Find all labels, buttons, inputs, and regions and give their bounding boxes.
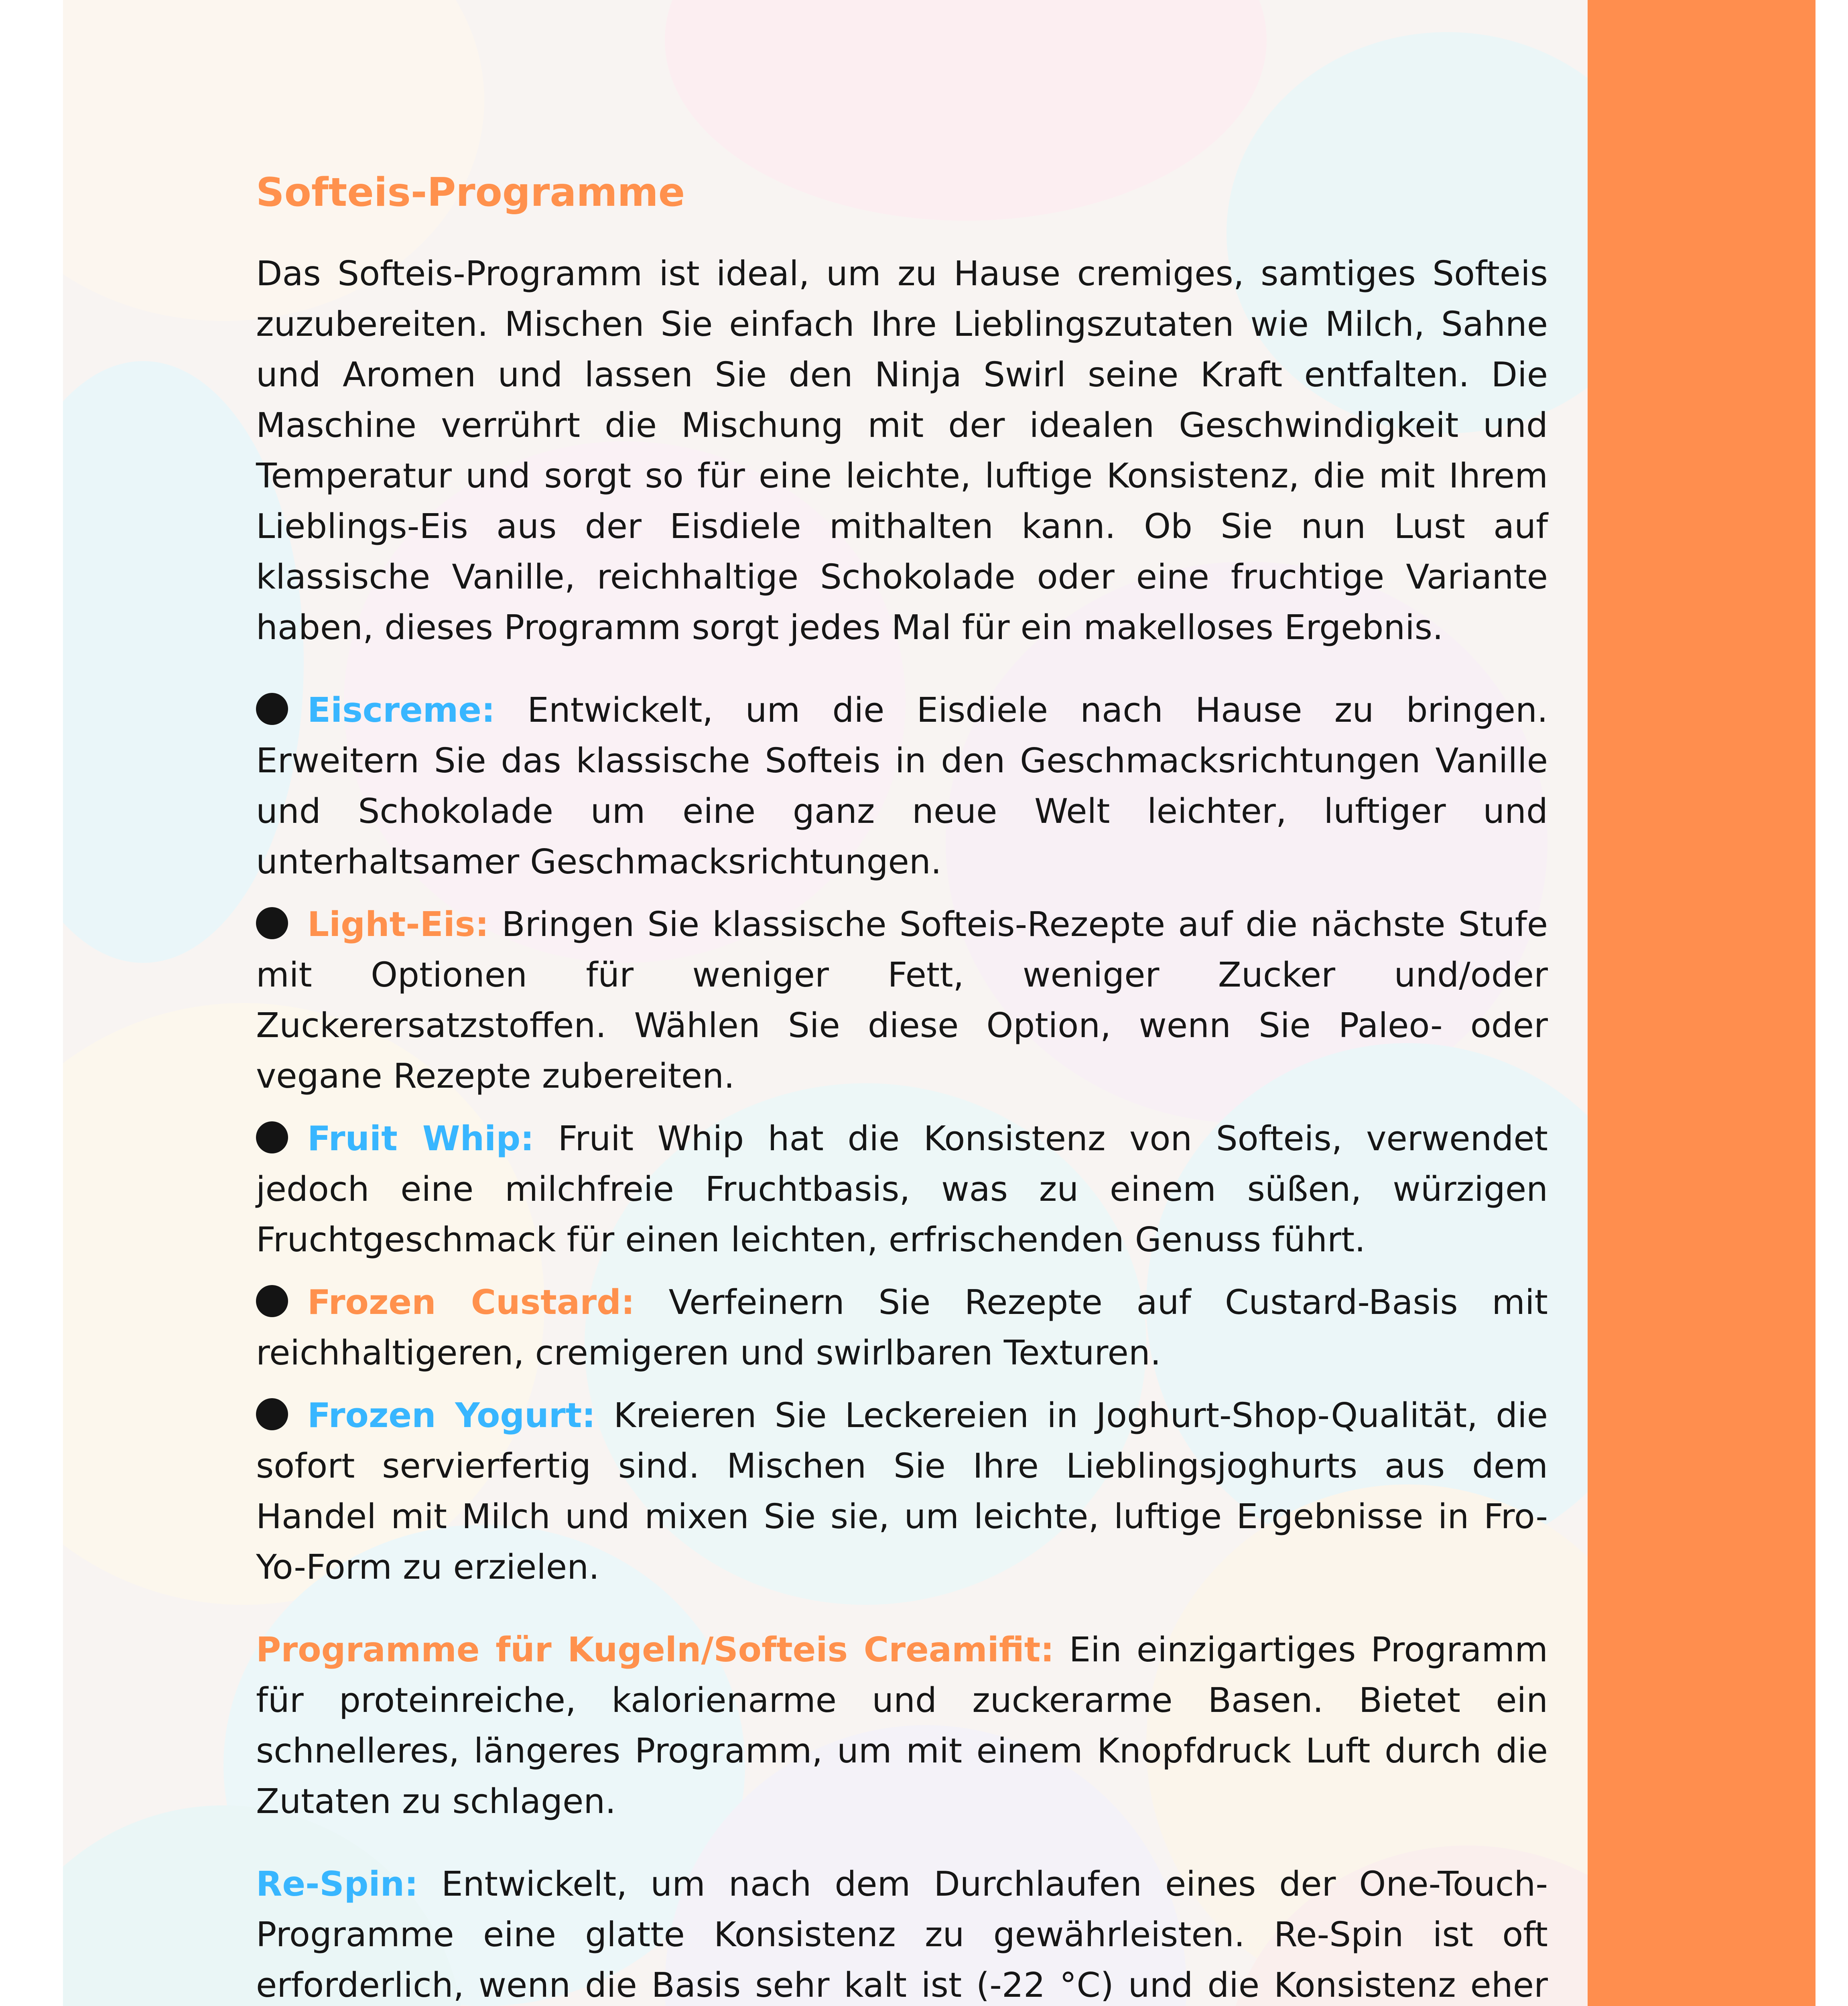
list-item-term: Light-Eis: [307, 905, 489, 944]
intro-paragraph: Das Softeis-Programm ist ideal, um zu Hause cremiges, samtiges Softeis zuzubereiten. Mischen Sie einfach Ihre Lieblingszutaten wie Milch, Sahne und Aromen und lassen Sie den Ninja Swirl seine Kraft entfalten. Die Maschine verrührt die Mischung mit der idealen Geschwindigkeit und Temperatur und sorgt so für eine leichte, luftige Konsistenz, die mit Ihrem Lieblings-Eis aus der Eisdiele mithalten kann. Ob Sie nun Lust auf klassische Vanille, reichhaltige Schokolade oder eine fruchtige Variante haben, dieses Programm sorgt jedes Mal für ein makelloses Ergebnis. [256, 254, 1548, 648]
list-item-eiscreme [256, 685, 1548, 887]
bullet-icon [256, 907, 288, 939]
list-item-text: Verfeinern Sie Rezepte auf Custard-Basis mit reichhaltigeren, cremigeren und swirlbaren Texturen. [256, 1283, 1548, 1373]
list-item-text: Entwickelt, um die Eisdiele nach Hause zu bringen. Erweitern Sie das klassische Softeis in den Geschmacksrichtungen Vanille und Schokolade um eine ganz neue Welt leichter, luftiger und unterhaltsamer Geschmacksrichtungen. [256, 690, 1548, 882]
section-re-spin [256, 1859, 1548, 2006]
list-item-text: Kreieren Sie Leckereien in Joghurt-Shop-Qualität, die sofort servierfertig sind. Mischen Sie Ihre Lieblingsjoghurts aus dem Handel mit Milch und mixen Sie sie, um leichte, luftige Ergebnisse in Fro-Yo-Form zu erzielen. [256, 1396, 1548, 1587]
section-term: Programme für Kugeln/Softeis Creamifit: [256, 1630, 1054, 1670]
section-term: Re-Spin: [256, 1864, 418, 1904]
section-text: Ein einzigartiges Programm für proteinreiche, kalorienarme und zuckerarme Basen. Bietet ein schnelleres, längeres Programm, um mit einem Knopfdruck Luft durch die Zutaten zu schlagen. [256, 1630, 1548, 1821]
list-item-fruit-whip [256, 1114, 1548, 1265]
program-list [256, 685, 1548, 1593]
page-content [256, 164, 1548, 2006]
bullet-icon [256, 1285, 288, 1317]
list-item-text: Fruit Whip hat die Konsistenz von Softeis, verwendet jedoch eine milchfreie Fruchtbasis, was zu einem süßen, würzigen Fruchtgeschmack für einen leichten, erfrischenden Genuss führt. [256, 1119, 1548, 1260]
bullet-icon [256, 1398, 288, 1430]
list-item-term: Frozen Custard: [307, 1283, 635, 1322]
bullet-icon [256, 693, 288, 725]
list-item-frozen-yogurt [256, 1391, 1548, 1593]
section-creamifit [256, 1625, 1548, 1827]
list-item-text: Bringen Sie klassische Softeis-Rezepte auf die nächste Stufe mit Optionen für weniger Fett, weniger Zucker und/oder Zuckerersatzstoffen. Wählen Sie diese Option, wenn Sie Paleo- oder vegane Rezepte zubereiten. [256, 905, 1548, 1096]
list-item-frozen-custard [256, 1277, 1548, 1379]
page-title: Softeis-Programme [256, 170, 685, 215]
list-item-term: Fruit Whip: [307, 1119, 534, 1159]
section-text: Entwickelt, um nach dem Durchlaufen eines der One-Touch-Programme eine glatte Konsistenz zu gewährleisten. Re-Spin ist oft erforderlich, wenn die Basis sehr kalt ist (-22 °C) und die Konsistenz eher [256, 1864, 1548, 2005]
list-item-term: Eiscreme: [307, 690, 495, 730]
list-item-term: Frozen Yogurt: [307, 1396, 596, 1435]
list-item-light-eis [256, 899, 1548, 1102]
bullet-icon [256, 1121, 288, 1153]
orange-sidebar [1588, 0, 1816, 2006]
